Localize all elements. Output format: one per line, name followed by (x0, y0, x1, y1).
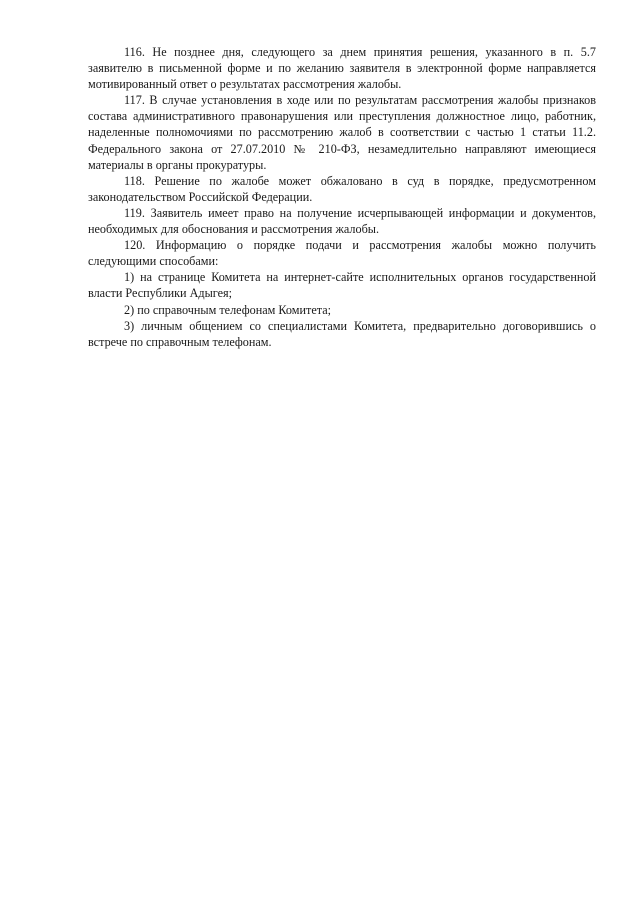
paragraph-120: 120. Информацию о порядке подачи и рассмотрения жалобы можно получить следующими способами: (88, 238, 596, 269)
list-item-2: 2) по справочным телефонам Комитета; (124, 302, 332, 317)
paragraph-117: 117. В случае установления в ходе или по результатам рассмотрения жалобы признаков состава административного правонарушения или преступления должностное лицо, работник, наделенные полномочиями по рассмотрению жалоб в соответствии с частью 1 статьи 11.2. Федерального закона от 27.07.2010 № 210-ФЗ, незамедлительно направляют имеющиеся материалы в органы прокуратуры. (88, 93, 596, 172)
paragraph-119: 119. Заявитель имеет право на получение исчерпывающей информации и документов, необходимых для обоснования и рассмотрения жалобы. (88, 205, 596, 237)
paragraph-118: 118. Решение по жалобе может обжаловано в суд в порядке, предусмотренном законодательством Российской Федерации. (88, 173, 596, 204)
list-item-3: 3) личным общением со специалистами Комитета, предварительно договорившись о встрече по справочным телефонам. (88, 318, 596, 349)
paragraph-116: 116. Не позднее дня, следующего за днем принятия решения, указанного в п. 5.7 заявителю в письменной форме и по желанию заявителя в электронной форме направляется мотивированный ответ о результатах рассмотрения жалобы. (88, 45, 596, 92)
document-body (88, 44, 596, 350)
list-item-1: 1) на странице Комитета на интернет-сайте исполнительных органов государственной власти Республики Адыгея; (88, 270, 596, 301)
